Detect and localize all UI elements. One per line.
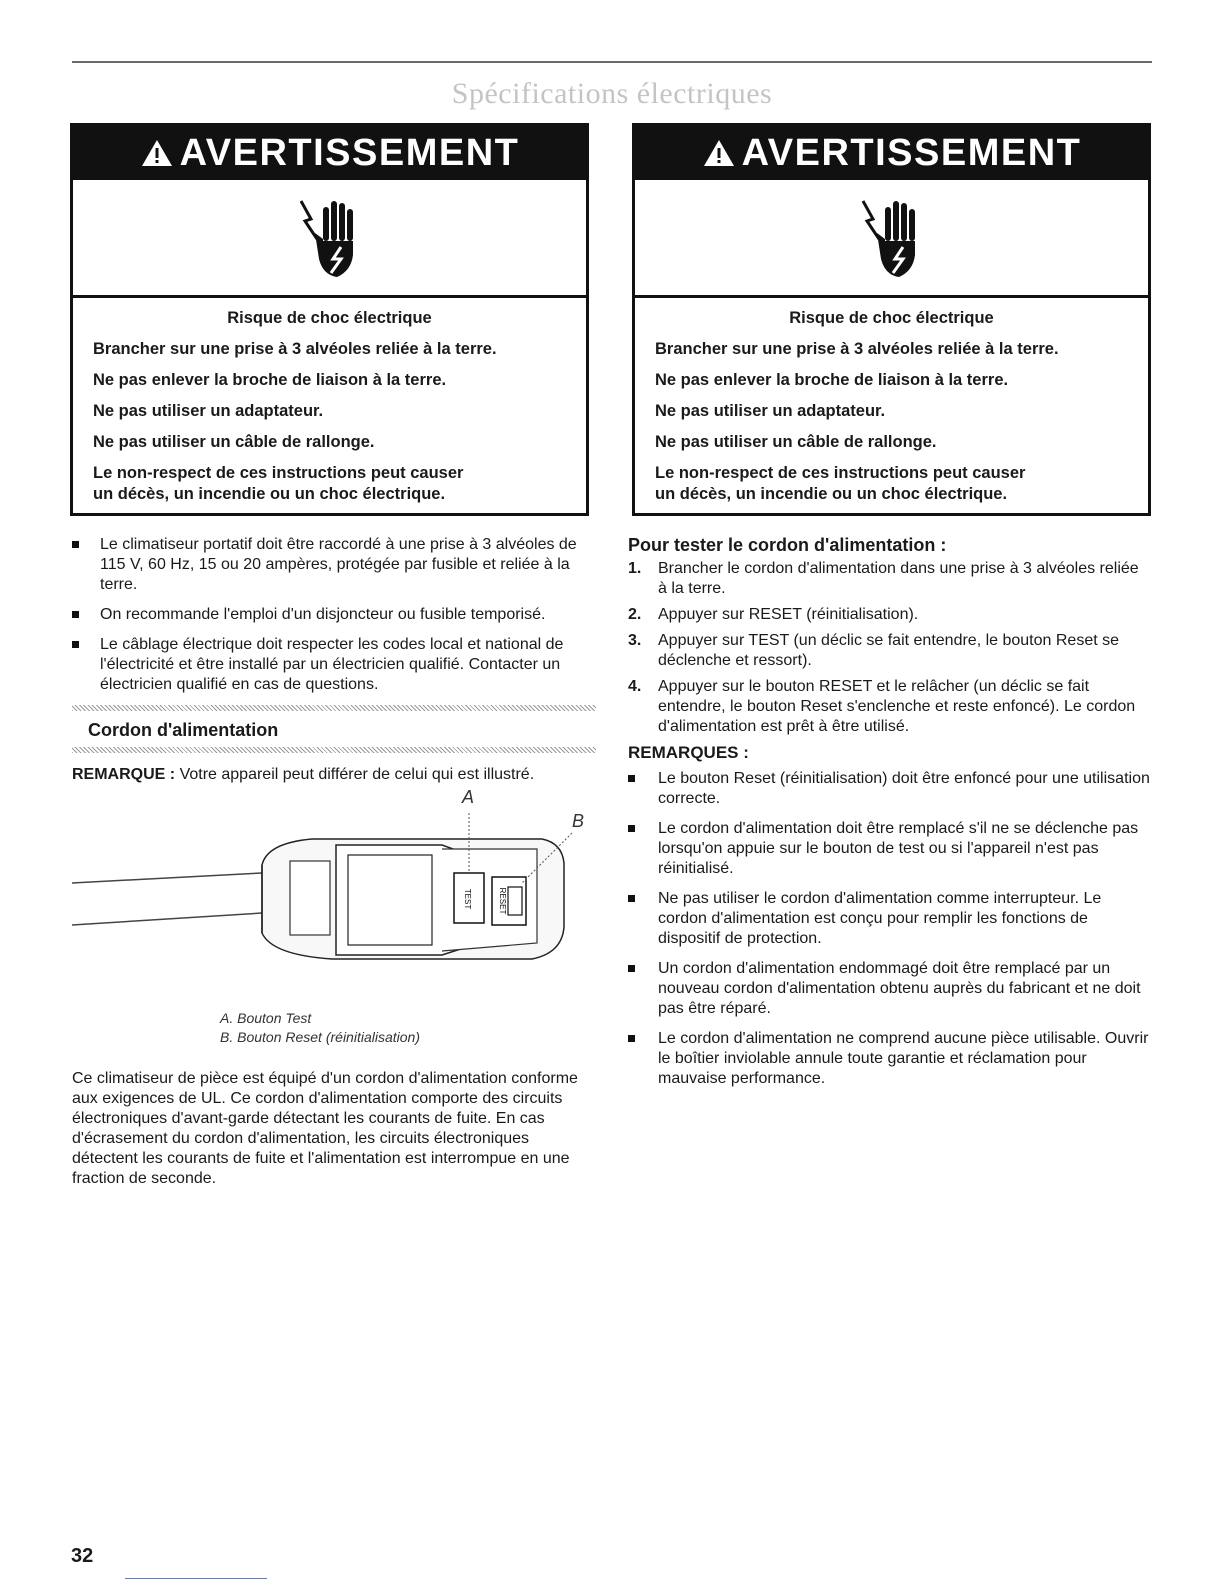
step-text: Appuyer sur RESET (réinitialisation). [658,606,919,623]
warning-line: Ne pas utiliser un câble de rallonge. [655,433,937,451]
reset-button-text: RESET [498,887,507,915]
step-number: 3. [628,632,642,649]
electric-shock-hand-icon [857,193,927,283]
warning-consequence-line2: un décès, un incendie ou un choc électrique. [93,485,446,503]
figure-captions [220,1009,596,1047]
step-item [628,631,1152,671]
list-item: Le bouton Reset (réinitialisation) doit être enfoncé pour une utilisation correcte. [628,769,1152,809]
step-item [628,605,1152,625]
warning-text [635,298,1148,505]
electric-shock-hand-icon [295,193,365,283]
step-text: Appuyer sur TEST (un déclic se fait entendre, le bouton Reset se déclenche et ressort). [658,632,1119,669]
step-text: Brancher le cordon d'alimentation dans une prise à 3 alvéoles reliée à la terre. [658,560,1139,597]
list-item: Le câblage électrique doit respecter les codes local et national de l'électricité et être installé par un électricien qualifié. Contacter un électricien qualifié en cas de questions. [72,635,596,695]
warning-header [635,126,1148,180]
list-item: Un cordon d'alimentation endommagé doit être remplacé par un nouveau cordon d'alimentation obtenu auprès du fabricant et ne doit pas être réparé. [628,959,1152,1019]
left-column [72,535,596,1189]
warning-icon-area [73,180,586,298]
caption-a: A. Bouton Test [220,1010,312,1026]
list-item: Le climatiseur portatif doit être raccordé à une prise à 3 alvéoles de 115 V, 60 Hz, 15 ou 20 ampères, protégée par fusible et reliée à la terre. [72,535,596,595]
warning-consequence-line2: un décès, un incendie ou un choc électrique. [655,485,1008,503]
warning-text [73,298,586,505]
list-item: Le cordon d'alimentation doit être remplacé s'il ne se déclenche pas lorsqu'on appuie sur le bouton de test ou si l'appareil n'est pas réinitialisé. [628,819,1152,879]
step-number: 2. [628,606,642,623]
test-cord-heading: Pour tester le cordon d'alimentation : [628,535,947,555]
warning-header-text: AVERTISSEMENT [179,131,520,174]
power-cord-illustration [72,793,596,1007]
warning-icon-area [635,180,1148,298]
warning-line: Ne pas utiliser un adaptateur. [655,402,886,420]
list-item: Ne pas utiliser le cordon d'alimentation comme interrupteur. Le cordon d'alimentation est conçu pour remplir les fonctions de dispositif de protection. [628,889,1152,949]
warning-line: Ne pas utiliser un adaptateur. [93,402,324,420]
note [72,765,596,785]
step-item [628,559,1152,599]
step-item [628,677,1152,737]
requirements-list [72,535,596,695]
warning-box-left [70,123,589,516]
figure-label-a: A [462,787,475,807]
note-label: REMARQUE : [72,766,176,783]
test-steps-list [628,559,1152,737]
subheading-power-cord: Cordon d'alimentation [88,720,279,740]
section-title: Spécifications électriques [451,77,773,110]
warning-consequence [655,463,1130,505]
warning-header-text: AVERTISSEMENT [741,131,1082,174]
warning-line: Brancher sur une prise à 3 alvéoles reliée à la terre. [93,340,497,358]
warning-triangle-icon [702,138,736,168]
test-button-text: TEST [463,888,472,910]
right-column [628,535,1152,1099]
bottom-rule [125,1578,267,1579]
hatch-divider [72,747,596,753]
warning-line: Ne pas enlever la broche de liaison à la terre. [93,371,447,389]
power-cord-figure [72,787,596,1007]
warning-consequence [93,463,568,505]
warning-risk: Risque de choc électrique [789,309,994,327]
warning-risk: Risque de choc électrique [227,309,432,327]
warning-box-right [632,123,1151,516]
warning-consequence-line1: Le non-respect de ces instructions peut causer [655,464,1026,482]
warning-triangle-icon [140,138,174,168]
warning-consequence-line1: Le non-respect de ces instructions peut causer [93,464,464,482]
power-cord-paragraph: Ce climatiseur de pièce est équipé d'un cordon d'alimentation conforme aux exigences de UL. Ce cordon d'alimentation comporte des circuits électroniques d'avant-garde détectant les courants de fuite. En cas d'écrasement du cordon d'alimentation, les circuits électroniques détectent les courants de fuite et l'alimentation est interrompue en une fraction de seconde. [72,1070,578,1187]
warning-line: Ne pas utiliser un câble de rallonge. [93,433,375,451]
list-item: On recommande l'emploi d'un disjoncteur ou fusible temporisé. [72,605,596,625]
caption-b: B. Bouton Reset (réinitialisation) [220,1029,420,1045]
warning-line: Brancher sur une prise à 3 alvéoles reliée à la terre. [655,340,1059,358]
figure-label-b: B [572,811,585,831]
top-rule [72,61,1152,63]
warning-line: Ne pas enlever la broche de liaison à la terre. [655,371,1009,389]
remarques-list [628,769,1152,1089]
note-text: Votre appareil peut différer de celui qui est illustré. [179,766,535,783]
page-number: 32 [71,1545,94,1567]
step-number: 4. [628,678,642,695]
remarques-heading: REMARQUES : [628,743,749,762]
list-item: Le cordon d'alimentation ne comprend aucune pièce utilisable. Ouvrir le boîtier inviolable annule toute garantie et réclamation pour mauvaise performance. [628,1029,1152,1089]
step-number: 1. [628,560,642,577]
warning-header [73,126,586,180]
step-text: Appuyer sur le bouton RESET et le relâcher (un déclic se fait entendre, le bouton Reset s'enclenche et reste enfoncé). Le cordon d'alimentation est prêt à être utilisé. [658,678,1136,735]
